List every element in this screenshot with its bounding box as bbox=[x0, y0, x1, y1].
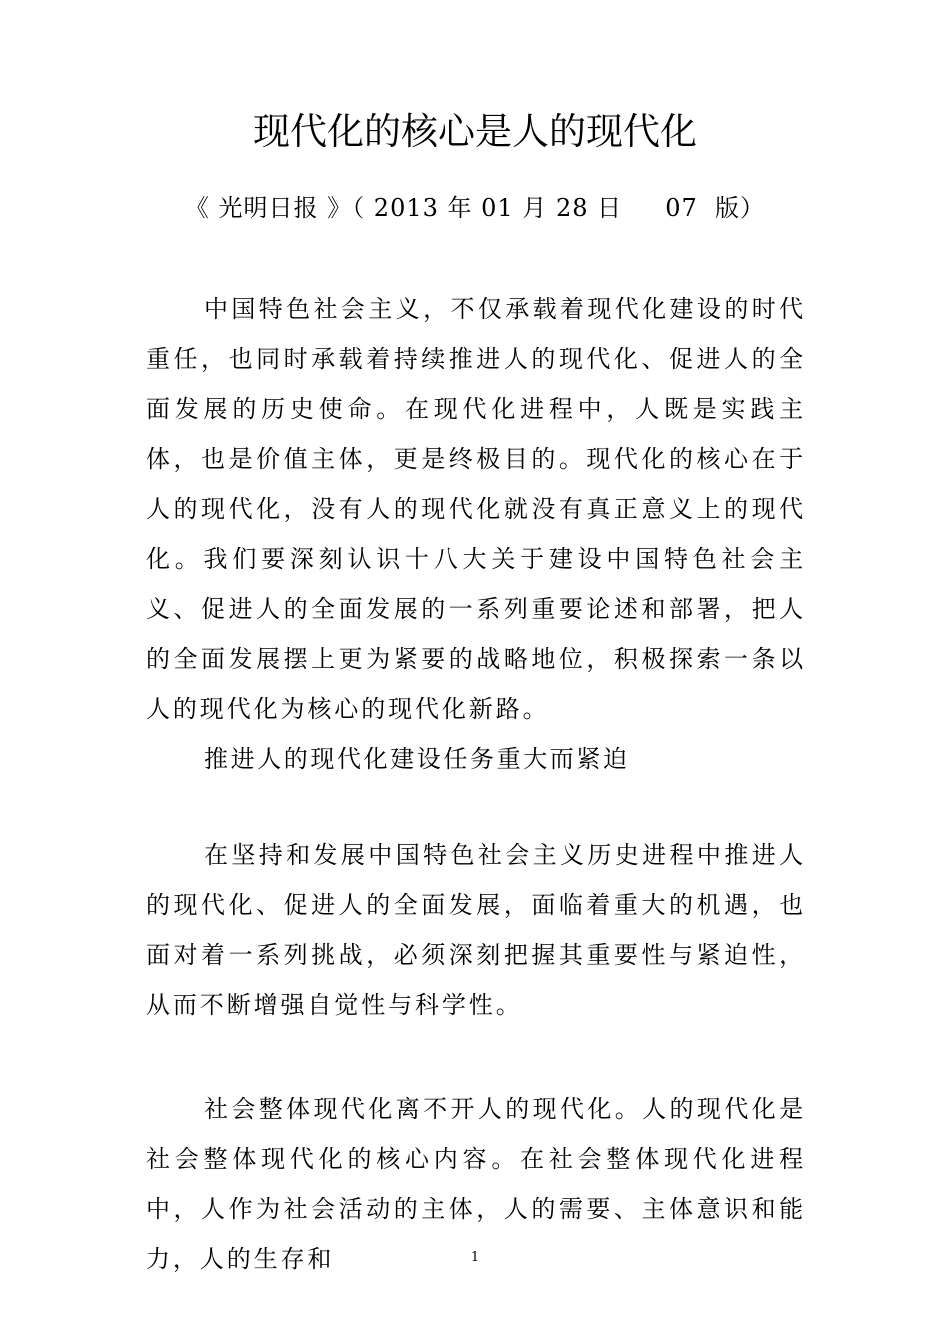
paragraph-body: 社会整体现代化离不开人的现代化。人的现代化是社会整体现代化的核心内容。在社会整体现代化进程中，人作为社会活动的主体，人的需要、主体意识和能力，人的生存和 bbox=[146, 1095, 806, 1273]
article-title: 现代化的核心是人的现代化 bbox=[253, 110, 697, 153]
section-heading: 推进人的现代化建设任务重大而紧迫 bbox=[204, 745, 630, 773]
page-number: 1 bbox=[470, 1250, 480, 1265]
paragraph-intro: 中国特色社会主义，不仅承载着现代化建设的时代重任，也同时承载着持续推进人的现代化、促进人的全面发展的历史使命。在现代化进程中，人既是实践主体，也是价值主体，更是终极目的。现代化的核心在于人的现代化，没有人的现代化就没有真正意义上的现代化。我们要深刻认识十八大关于建设中国特色社会主义、促进人的全面发展的一系列重要论述和部署，把人的全面发展摆上更为紧要的战略地位，积极探索一条以人的现代化为核心的现代化新路。 bbox=[146, 295, 806, 723]
source-line: 《 光明日报 》（ 2013 年 01 月 28 日 07 版） bbox=[184, 194, 766, 222]
paragraph-body: 在坚持和发展中国特色社会主义历史进程中推进人的现代化、促进人的全面发展，面临着重大的机遇，也面对着一系列挑战，必须深刻把握其重要性与紧迫性，从而不断增强自觉性与科学性。 bbox=[146, 841, 806, 1019]
